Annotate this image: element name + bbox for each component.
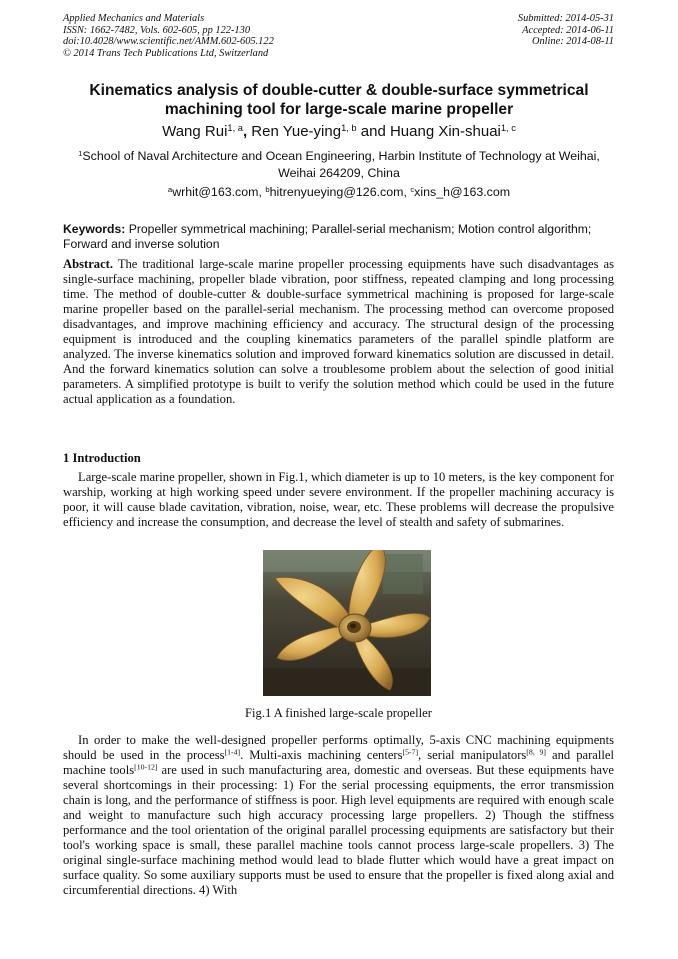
author-superscript: 1, c (500, 122, 516, 133)
email-separator: , (258, 185, 266, 199)
email-address: hitrenyueying@126.com (269, 185, 404, 199)
online-date: Online: 2014-08-11 (531, 36, 614, 48)
paragraph-text: and parallel machine tools (63, 748, 614, 778)
journal-header-left (63, 13, 274, 59)
submitted-date: Submitted: 2014-05-31 (517, 13, 614, 24)
email-list (60, 185, 618, 200)
keywords-text: Propeller symmetrical machining; Parallel-serial mechanism; Motion control algorithm; Forward and inverse solution (63, 222, 592, 251)
email-address: xins_h@163.com (414, 185, 511, 199)
paragraph-text: are used in such manufacturing area, domestic and overseas. But these equipments have several shortcomings in their processing: 1) For the serial processing equipments, the error transmission chain is long, and the performance of stiffness is poor. High level equipments are required with enough scale and weight to manufacture such high accuracy processing large propellers. 2) Though the stiffness performance and the tool orientation of the original parallel processing equipments are satisfactory but their tool's working space is small, these parallel machine tools cannot process large-scale propellers. 3) The original single-surface machining method would lead to blade flutter which would have a great impact on surface quality. So some auxiliary supports must be used to ensure that the propeller is fixed along axial and circumferential directions. 4) With (63, 763, 614, 898)
email-superscript: a (167, 184, 173, 194)
author-separator: , (242, 123, 248, 140)
keywords (63, 222, 614, 251)
author-list (40, 123, 638, 141)
author-name: Ren Yue-ying (251, 123, 342, 140)
paragraph-text: . Multi-axis machining centers (240, 748, 403, 763)
journal-doi: doi:10.4028/www.scientific.net/AMM.602-605.122 (63, 36, 274, 48)
propeller-photo (263, 550, 431, 696)
author-name: Huang Xin-shuai (389, 123, 501, 140)
abstract-label: Abstract. (63, 257, 114, 271)
figure-caption: Fig.1 A finished large-scale propeller (245, 706, 432, 720)
affiliation (60, 148, 618, 181)
paragraph-text: In order to make the well-designed propeller performs optimally, 5-axis CNC machining equipments should be used in the process (63, 733, 614, 763)
email-superscript: c (410, 184, 415, 194)
journal-header-right (518, 13, 614, 48)
email-address: wrhit@163.com (172, 185, 259, 199)
journal-copyright: © 2014 Trans Tech Publications Ltd, Switzerland (63, 47, 269, 59)
citation: [1-4] (224, 747, 241, 757)
author-separator: and (360, 123, 386, 140)
abstract-text: The traditional large-scale marine propeller processing equipments have such disadvantages as single-surface machining, propeller blade vibration, poor stiffness, repeated clamping and long processing time. The method of double-cutter & double-surface symmetrical machining is proposed for large-scale marine propeller based on the parallel-serial mechanism. The processing method can overcome proposed disadvantages, and improve machining efficiency and accuracy. The structural design of the processing equipment is introduced and the coupling kinematics parameters of the parallel spindle platform are analyzed. The inverse kinematics solution and improved forward kinematics solution are discussed in detail. And the forward kinematics solution can solve a troublesome problem about the selection of good initial parameters. A simplified prototype is built to verify the solution method which could be used in the future actual application as a foundation. (63, 257, 614, 407)
intro-paragraph-1: Large-scale marine propeller, shown in Fig.1, which diameter is up to 10 meters, is the key component for warship, working at high working speed under severe environment. If the propeller machining accuracy is poor, it will cause blade cavitation, vibration, noise, wear, etc. These problems will decrease the propulsive efficiency and increase the consumption, and decrease the level of stealth and safety of submarines. (63, 470, 614, 530)
author-superscript: 1, a (227, 122, 243, 133)
email-separator: , (403, 185, 411, 199)
journal-issn: ISSN: 1662-7482, Vols. 602-605, pp 122-130 (63, 24, 251, 36)
propeller-illustration (263, 550, 431, 696)
citation: [10-12] (134, 762, 158, 772)
section-heading: 1 Introduction (63, 451, 141, 465)
citation: [5-7] (402, 747, 419, 757)
paragraph-text: , serial manipulators (418, 748, 527, 763)
keywords-label: Keywords: (63, 222, 126, 236)
affiliation-text: School of Naval Architecture and Ocean Engineering, Harbin Institute of Technology at Weihai, Weihai 264209, China (82, 149, 600, 180)
citation: [8, 9] (526, 747, 547, 757)
author-name: Wang Rui (162, 123, 228, 140)
intro-paragraph-2 (63, 733, 614, 899)
journal-name: Applied Mechanics and Materials (63, 13, 205, 24)
email-superscript: b (265, 184, 270, 194)
author-superscript: 1, b (341, 122, 357, 133)
affiliation-superscript: 1 (78, 148, 83, 158)
abstract (63, 257, 614, 407)
accepted-date: Accepted: 2014-06-11 (522, 24, 614, 36)
paper-title: Kinematics analysis of double-cutter & double-surface symmetrical machining tool for large-scale marine propeller (89, 82, 589, 118)
